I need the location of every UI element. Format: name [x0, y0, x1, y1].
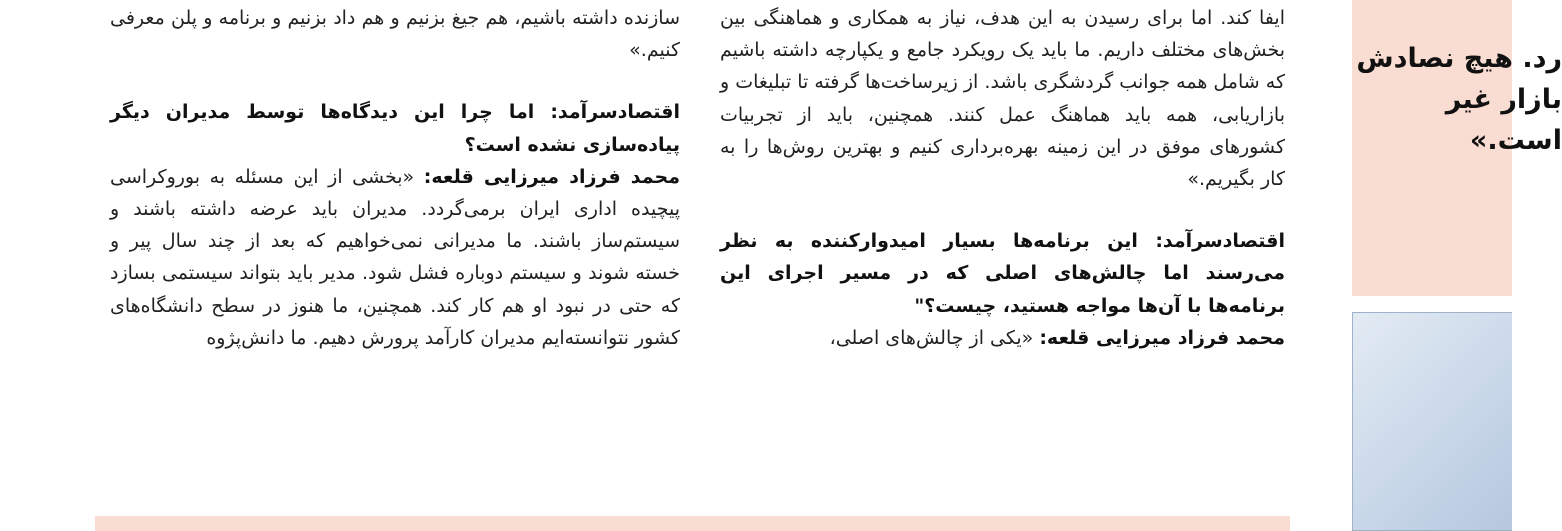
answer-speaker: محمد فرزاد میرزایی قلعه: — [423, 165, 680, 188]
question-text: اقتصادسرآمد: اما چرا این دیدگاه‌ها توسط مدیران دیگر پیاده‌سازی نشده است؟ — [110, 101, 680, 156]
article-column-right — [720, 2, 1285, 354]
interview-question — [110, 96, 680, 160]
interview-answer — [110, 161, 680, 354]
answer-speaker: محمد فرزاد میرزایی قلعه: — [1039, 326, 1285, 349]
interview-question — [720, 225, 1285, 322]
answer-text: «یکی از چالش‌های اصلی، — [829, 326, 1034, 349]
article-photo — [1352, 312, 1512, 531]
decorative-band — [95, 516, 1290, 531]
interview-answer — [720, 322, 1285, 354]
pull-quote-box — [1352, 0, 1562, 296]
answer-text: «بخشی از این مسئله به بوروکراسی پیچیده اداری ایران برمی‌گردد. مدیران باید عرضه داشته باشند و سیستم‌ساز باشند. ما مدیرانی نمی‌خواهیم که بعد از چند سال پیر و خسته شوند و سیستم دوباره فشل شود. مدیر باید بتواند سیستمی بسازد که حتی در نبود او هم کار کند. همچنین، ما هنوز در سطح دانشگاه‌های کشور نتوانسته‌ایم مدیران کارآمد پرورش دهیم. ما دانش‌پژوه — [110, 165, 680, 349]
pull-quote-text: رد. هیچ نصادش بازار غیر است.» — [1356, 43, 1562, 156]
question-text: اقتصادسرآمد: این برنامه‌ها بسیار امیدوارکننده به نظر می‌رسند اما چالش‌های اصلی که در مسیر اجرای این برنامه‌ها با آن‌ها مواجه هستید، چیست؟" — [720, 230, 1285, 317]
article-column-left — [110, 2, 680, 354]
article-paragraph: سازنده داشته باشیم، هم جیغ بزنیم و هم داد بزنیم و برنامه و پلن معرفی کنیم.» — [110, 7, 680, 62]
article-paragraph: ایفا کند. اما برای رسیدن به این هدف، نیاز به همکاری و هماهنگی بین بخش‌های مختلف داریم. ما باید یک رویکرد جامع و یکپارچه داشته باشیم که شامل همه جوانب گردشگری باشد. از زیرساخت‌ها گرفته تا تبلیغات و بازاریابی، همه باید هماهنگ عمل کنند. همچنین، باید از تجربیات کشورهای موفق در این زمینه بهره‌برداری کنیم و بهترین روش‌ها را به کار بگیریم.» — [720, 7, 1285, 191]
